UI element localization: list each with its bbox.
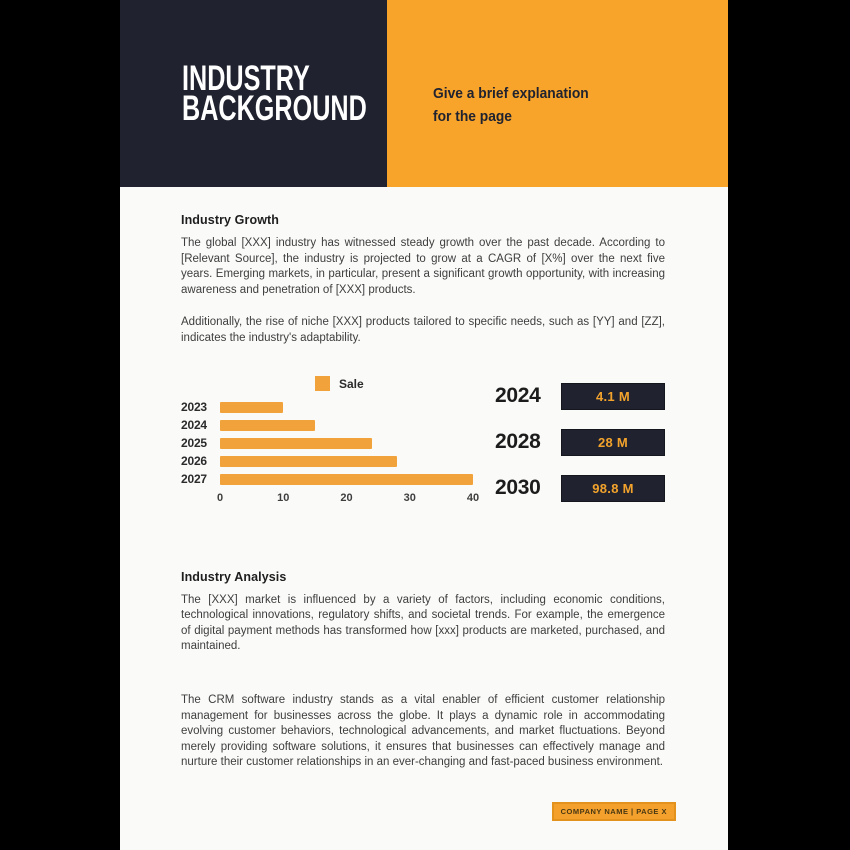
industry-analysis-paragraph-1: The [XXX] market is influenced by a variety of factors, including economic conditions, technological innovations, regulatory shifts, and societal trends. For example, the emergence of digital payment methods has transformed how [xxx] products are marketed, purchased, and maintained. <box>181 593 665 653</box>
chart-bar <box>220 474 473 485</box>
stat-year-label: 2028 <box>495 430 541 454</box>
legend-label: Sale <box>339 376 364 391</box>
stat-year-label: 2024 <box>495 384 541 408</box>
chart-bar-track <box>220 456 473 467</box>
axis-tick-label: 40 <box>466 491 480 504</box>
chart-bar-track <box>220 474 473 485</box>
axis-tick-label: 20 <box>340 491 353 504</box>
industry-growth-paragraph-2: Additionally, the rise of niche [XXX] products tailored to specific needs, such as [YY] and [ZZ], indicates the industry's adaptability. <box>181 316 665 344</box>
legend-swatch-icon <box>315 376 330 391</box>
chart-category-label: 2025 <box>181 436 207 451</box>
document-page <box>120 0 728 850</box>
axis-tick-label: 10 <box>277 491 290 504</box>
chart-bar-row <box>181 456 473 467</box>
chart-bar-track <box>220 402 473 413</box>
page-title-line2: BACKGROUND <box>182 89 367 128</box>
chart-x-axis <box>216 491 480 506</box>
title-block <box>120 0 387 187</box>
stat-value-box <box>561 475 665 502</box>
chart-bar-row <box>181 402 473 413</box>
axis-tick-label: 30 <box>403 491 416 504</box>
chart-category-label: 2023 <box>181 400 207 415</box>
chart-bar-row <box>181 474 473 485</box>
page-subtitle <box>433 82 728 128</box>
chart-bar-row <box>181 438 473 449</box>
chart-category-label: 2026 <box>181 454 207 469</box>
chart-bar <box>220 456 397 467</box>
chart-category-label: 2027 <box>181 472 207 487</box>
stat-value-box <box>561 383 665 410</box>
page-content <box>120 213 728 771</box>
chart-bar-track <box>220 438 473 449</box>
stat-value-box <box>561 429 665 456</box>
industry-analysis-heading: Industry Analysis <box>181 569 287 584</box>
page-title <box>182 59 387 128</box>
industry-growth-paragraph-1: The global [XXX] industry has witnessed steady growth over the past decade. According to [Relevant Source], the industry is projected to grow at a CAGR of [X%] over the next five years. Emerging markets, in particular, present a significant growth opportunity, with increasing awareness and penetration of [XXX] products. <box>181 237 665 296</box>
footer-company-page-badge: COMPANY NAME | PAGE X <box>552 802 676 821</box>
projection-stats <box>495 376 665 521</box>
chart-bar-row <box>181 420 473 431</box>
page-subtitle-line2: for the page <box>433 108 512 125</box>
industry-growth-section <box>181 213 665 347</box>
subtitle-block <box>387 0 728 187</box>
page-header <box>120 0 728 187</box>
industry-analysis-section <box>181 570 665 771</box>
industry-analysis-paragraph-2: The CRM software industry stands as a vital enabler of efficient customer relationship management for businesses across the globe. It plays a dynamic role in accommodating evolving customer behaviors, technological advancements, and market fluctuations. Beyond merely providing software solutions, it ensures that businesses can effectively manage and nurture their customer relationships in an ever-changing and fast-paced business environment. <box>181 693 665 769</box>
chart-bar-track <box>220 420 473 431</box>
chart-and-stats-row <box>181 376 665 521</box>
chart-legend <box>315 376 473 392</box>
stat-row <box>495 475 665 502</box>
stat-row <box>495 429 665 456</box>
chart-bar <box>220 420 315 431</box>
chart-bar <box>220 402 283 413</box>
stat-value: 98.8 M <box>592 480 634 496</box>
stat-year-label: 2030 <box>495 476 541 500</box>
stat-value: 4.1 M <box>595 388 630 404</box>
page-title-line1: INDUSTRY <box>182 59 310 98</box>
chart-bars-area <box>181 402 473 485</box>
sales-bar-chart <box>181 376 480 521</box>
industry-growth-heading: Industry Growth <box>181 213 280 227</box>
page-subtitle-line1: Give a brief explanation <box>433 85 589 102</box>
axis-tick-label: 0 <box>216 491 224 504</box>
chart-category-label: 2024 <box>181 418 207 433</box>
stat-value: 28 M <box>597 434 629 450</box>
stat-row <box>495 383 665 410</box>
chart-bar <box>220 438 372 449</box>
